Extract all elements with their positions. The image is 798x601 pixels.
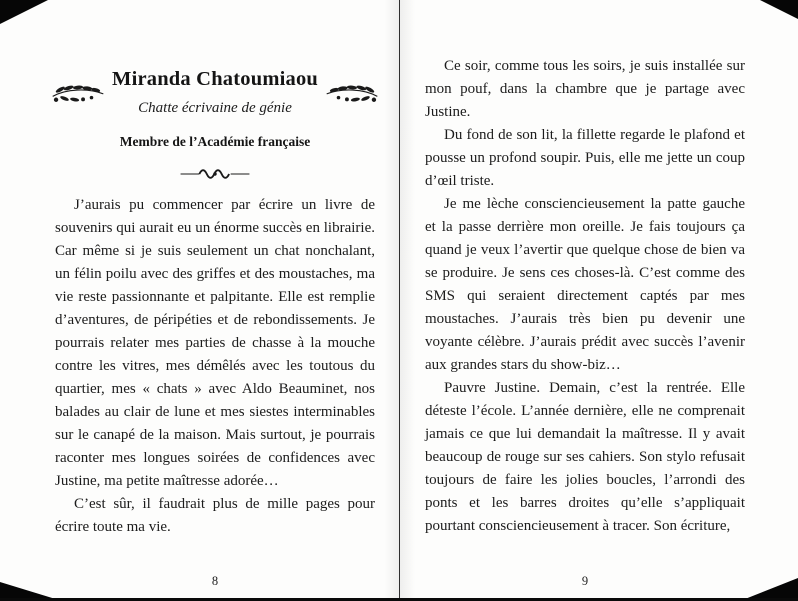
- book-heading-affiliation: Membre de l’Académie française: [119, 134, 311, 149]
- page-number: 8: [211, 574, 219, 588]
- body-paragraph: Ce soir, comme tous les soirs, je suis installée sur mon pouf, dans la chambre que je partage avec Justine.: [425, 58, 745, 120]
- gutter-shadow-left: [384, 0, 399, 598]
- left-page-text: [55, 194, 375, 539]
- body-paragraph: J’aurais pu commencer par écrire un livre de souvenirs qui aurait eu un énorme succès en librairie. Car même si je suis seulement un chat nonchalant, un félin poilu avec des griffes et des moustaches, ma vie reste passionnante et palpitante. Elle est remplie d’aventures, de péripéties et de rebondissements. Je pourrais relater mes parties de chasse à la mouche contre les vitres, mes démêlés avec les toutous du quartier, mes « chats » avec Aldo Beauminet, nos balades au clair de lune et mes siestes interminables sur le canapé de la maison. Mais surtout, je pourrais raconter mes longues soirées de confidences avec Justine, ma petite maîtresse adorée…: [55, 197, 375, 489]
- photo-corner-top-right: [760, 0, 798, 19]
- photo-corner-top-left: [0, 0, 48, 24]
- body-paragraph: Pauvre Justine. Demain, c’est la rentrée. Elle déteste l’école. L’année dernière, elle ne comprenait jamais ce que lui demandait la maîtresse. Il y avait beaucoup de rouge sur ses cahiers. Son stylo refusait toujours de faire les jolies boucles, l’arrondi des ponts et les barres droites qu’elle s’appliquait pourtant consciencieusement à tracer. Son écriture,: [425, 380, 745, 534]
- section-divider-icon: [55, 168, 375, 180]
- page-gutter: [399, 0, 400, 598]
- right-page-text: [425, 0, 745, 538]
- chapter-header: [55, 0, 375, 180]
- body-paragraph: C’est sûr, il faudrait plus de mille pages pour écrire toute ma vie.: [55, 496, 375, 535]
- book-heading-title: Miranda Chatoumiaou: [112, 68, 318, 90]
- page-number: 9: [581, 574, 589, 588]
- gutter-shadow-right: [400, 0, 415, 598]
- olive-branch-right-icon: [325, 81, 379, 105]
- right-page: [425, 0, 745, 601]
- body-paragraph: Je me lèche consciencieusement la patte gauche et la passe derrière mon oreille. Je fais toujours ça quand je veux l’avertir que quelque chose de bien va se produire. Je sens ces choses-là. C’est comme des SMS qui seraient directement captés par mes moustaches. J’aurais très bien pu devenir une voyante célèbre. J’aurais prédit avec succès l’avenir aux grandes stars du show-biz…: [425, 196, 745, 373]
- left-page: [55, 0, 375, 601]
- body-paragraph: Du fond de son lit, la fillette regarde le plafond et pousse un profond soupir. Puis, elle me jette un coup d’œil triste.: [425, 127, 745, 189]
- book-heading-subtitle: Chatte écrivaine de génie: [138, 100, 292, 116]
- olive-branch-left-icon: [51, 81, 105, 105]
